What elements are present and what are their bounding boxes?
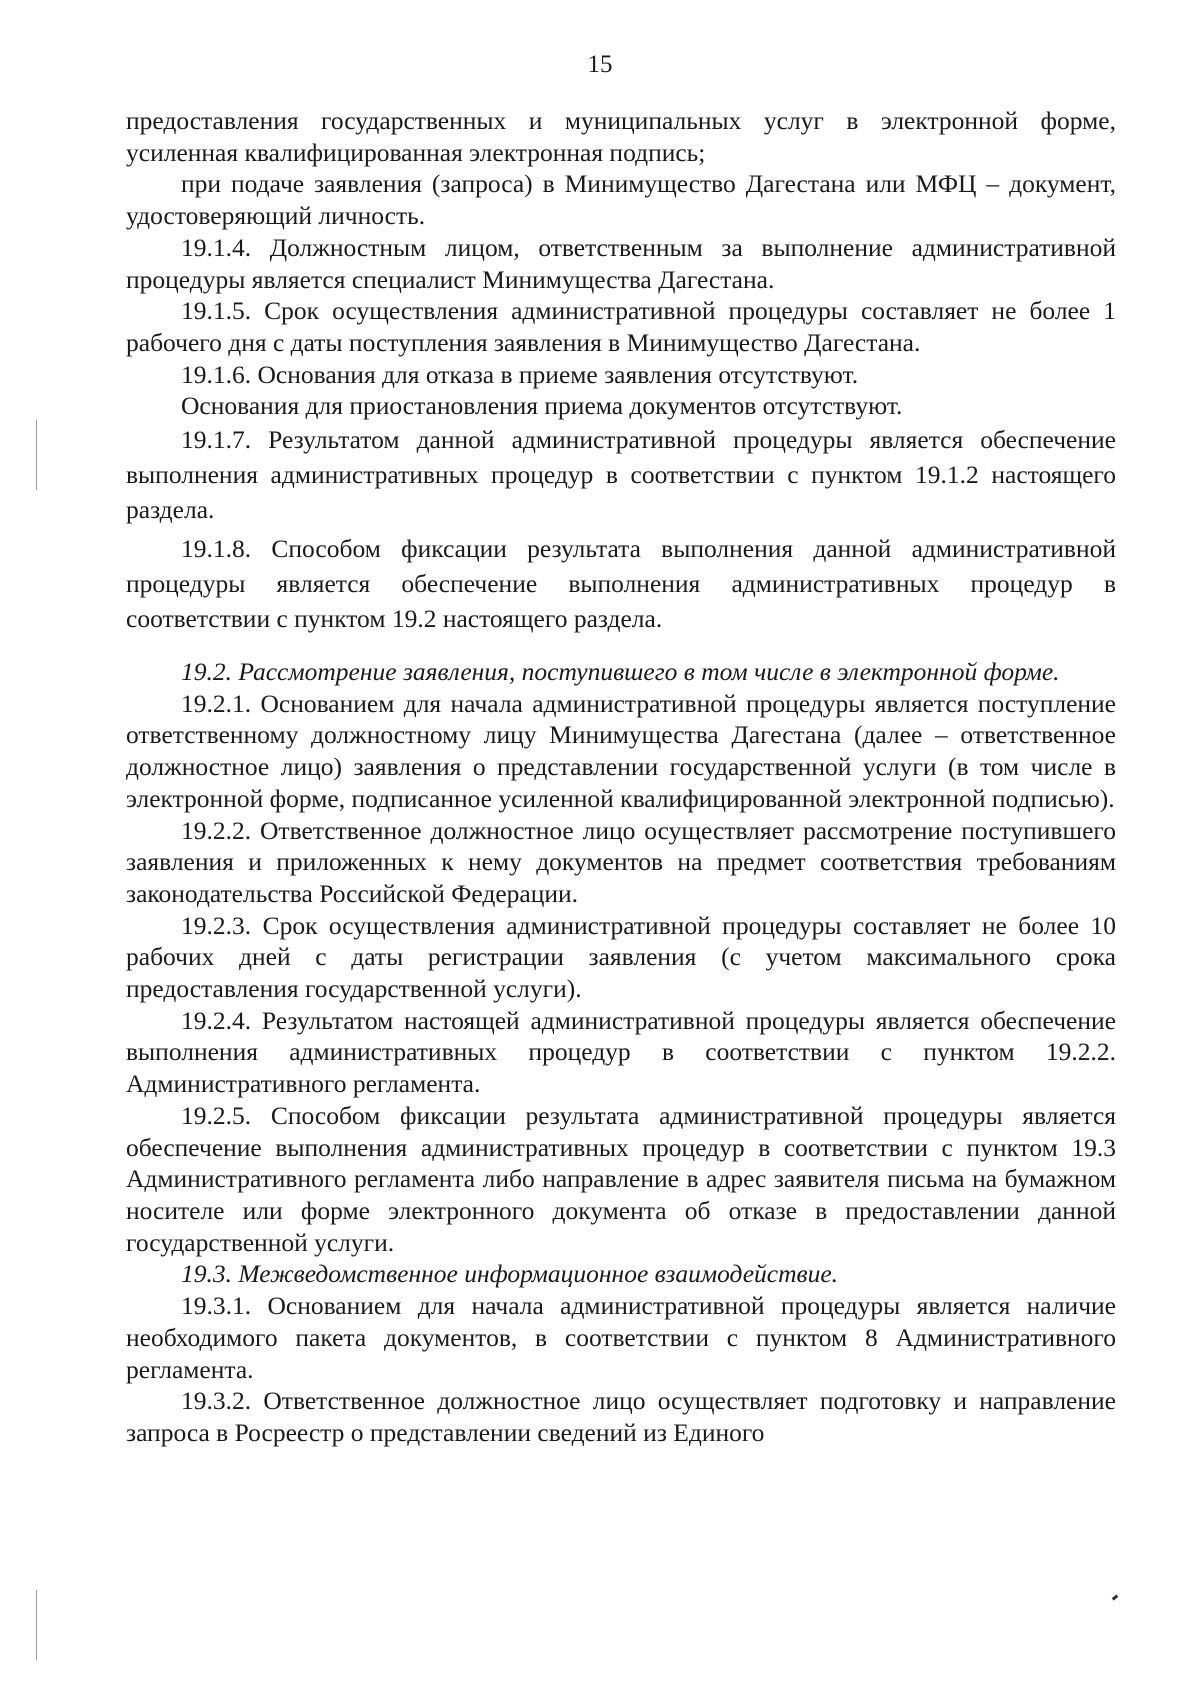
paragraph: Основания для приостановления приема документов отсутствуют. [181, 391, 903, 421]
paragraph: 19.1.7. Результатом данной административной процедуры является обеспечение выполнения административных процедур в соответствии с пунктом 19.1.2 настоящего раздела. [126, 425, 1116, 525]
paragraph: 19.3.2. Ответственное должностное лицо осуществляет подготовку и направление запроса в Росреестр о представлении сведений из Единого [126, 1386, 1116, 1447]
page-number: 15 [587, 51, 613, 78]
paragraph: 19.3.1. Основанием для начала административной процедуры является наличие необходимого пакета документов, в соответствии с пунктом 8 Административного регламента. [126, 1291, 1116, 1384]
section-heading: 19.3. Межведомственное информационное взаимодействие. [181, 1259, 839, 1289]
paragraph: 19.2.5. Способом фиксации результата административной процедуры является обеспечение выполнения административных процедур в соответствии с пунктом 19.3 Административного регламента либо направление в адрес заявителя письма на бумажном носителе или форме электронного документа об отказе в предоставлении данной государственной услуги. [126, 1100, 1116, 1257]
paragraph: 19.1.4. Должностным лицом, ответственным за выполнение административной процедуры является специалист Минимущества Дагестана. [126, 232, 1116, 294]
scan-artifact-line [36, 420, 37, 490]
scan-artifact-mark [1112, 1594, 1119, 1600]
paragraph: 19.2.4. Результатом настоящей административной процедуры является обеспечение выполнения административных процедур в соответствии с пунктом 19.2.2. Административного регламента. [126, 1005, 1116, 1099]
paragraph: 19.2.1. Основанием для начала административной процедуры является поступление ответственному должностному лицу Минимущества Дагестана (далее – ответственное должностное лицо) заявления о представлении государственной услуги (в том числе в электронной форме, подписанное усиленной квалифицированной электронной подписью). [126, 688, 1116, 813]
paragraph: предоставления государственных и муниципальных услуг в электронной форме, усиленная квалифицированная электронная подпись; [126, 106, 1116, 167]
paragraph: 19.1.5. Срок осуществления административной процедуры составляет не более 1 рабочего дня с даты поступления заявления в Минимущество Дагестана. [126, 296, 1116, 357]
paragraph: при подаче заявления (запроса) в Минимущество Дагестана или МФЦ – документ, удостоверяющий личность. [126, 169, 1116, 231]
paragraph: 19.1.6. Основания для отказа в приеме заявления отсутствуют. [181, 359, 859, 389]
paragraph: 19.1.8. Способом фиксации результата выполнения данной административной процедуры является обеспечение выполнения административных процедур в соответствии с пунктом 19.2 настоящего раздела. [126, 534, 1116, 634]
paragraph: 19.2.3. Срок осуществления административной процедуры составляет не более 10 рабочих дней с даты регистрации заявления (с учетом максимального срока предоставления государственной услуги). [126, 910, 1116, 1004]
section-heading: 19.2. Рассмотрение заявления, поступившего в том числе в электронной форме. [181, 657, 1060, 687]
document-body [126, 105, 1116, 1449]
scan-artifact-line [36, 1590, 37, 1660]
paragraph: 19.2.2. Ответственное должностное лицо осуществляет рассмотрение поступившего заявления и приложенных к нему документов на предмет соответствия требованиям законодательства Российской Федерации. [126, 815, 1116, 908]
